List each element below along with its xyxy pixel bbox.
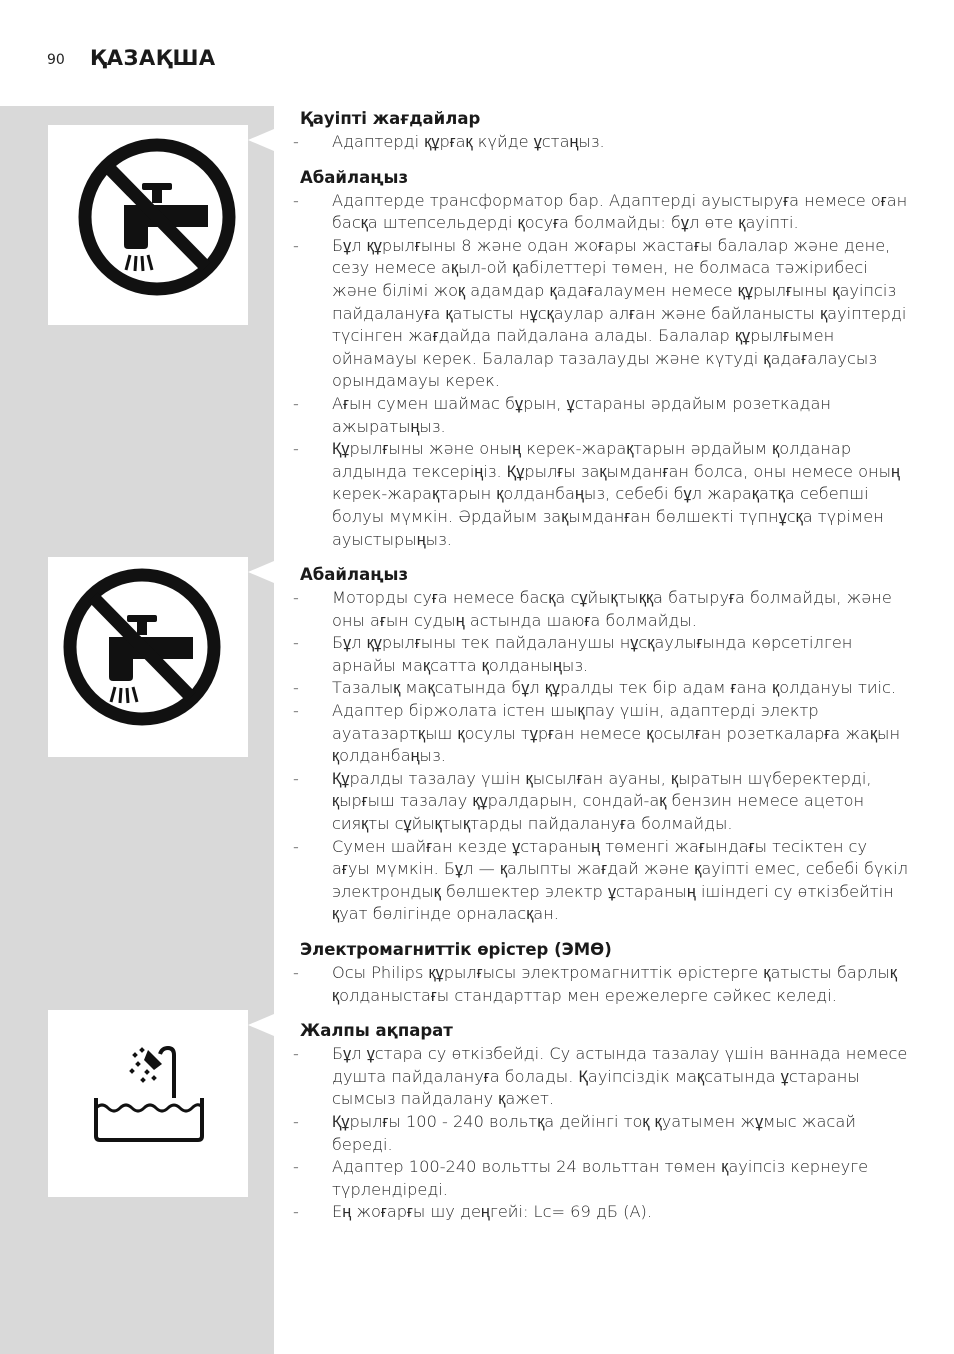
- page-number: 90: [47, 52, 65, 68]
- no-water-tap-icon: [48, 125, 248, 325]
- list-item: - Бұл ұстара су өткізбейді. Су астында тазалау үшін ваннада немесе душта пайдалануға болады. Қауіпсіздік мақсатында ұстараны сымсыз пайдалану қажет.: [293, 1044, 908, 1109]
- list-item: - Сумен шайған кезде ұстараның төменгі жағындағы тесіктен су ағуы мүмкін. Бұл — қалыпты жағдай және қауіпті емес, себебі бүкіл электрондық бөлшектер электр ұстараның ішіндегі су өткізбейтін қуат бөлігінде орналасқан.: [293, 836, 908, 924]
- item-list: [290, 587, 908, 926]
- item-list: [290, 131, 908, 154]
- list-item: - Құралды тазалау үшін қысылған ауаны, қыратын шүберектерді, қырғыш тазалау құралдарын, сондай-ақ бензин немесе ацетон сияқты сұйықтықтарды пайдалануға болмайды.: [293, 768, 872, 834]
- list-item: - Құрылғы 100 - 240 вольтқа дейінгі тоқ қуатымен жұмыс жасай береді.: [293, 1111, 856, 1154]
- section-caution-1: [290, 166, 908, 552]
- icon-box-caution: [48, 557, 248, 757]
- list-item: - Ең жоғарғы шу деңгейі: Lc= 69 дБ (A).: [293, 1202, 652, 1222]
- no-water-tap-icon: [48, 557, 248, 757]
- shower-bath-icon: [48, 1010, 248, 1197]
- list-item: - Бұл құрылғыны 8 және одан жоғары жастағы балалар және дене, сезу немесе ақыл-ой қабілеттері төмен, не болмаса тәжірибесі және білімі жоқ адамдар қадағалаумен немесе құрылғыны қауіпсіз пайдалануға қатысты нұсқаулар алған және байланысты қауіптерді түсінген жағдайда пайдалана алады. Балалар құрылғымен ойнамауы керек. Балалар тазалауды және күтуді қадағалаусыз орындамауы керек.: [293, 235, 907, 391]
- list-item: - Құрылғыны және оның керек-жарақтарын әрдайым қолданар алдында тексеріңіз. Құрылғы зақымданған болса, оны немесе оның керек-жарақтарын қолданбаңыз, себебі бұл жарақатқа себепші болуы мүмкін. Әрдайым зақымданған бөлшекті түпнұсқа түрімен ауыстырыңыз.: [293, 439, 900, 549]
- icon-box-hazard: [48, 125, 248, 325]
- list-item: - Адаптерді құрғақ күйде ұстаңыз.: [293, 132, 605, 151]
- section-title: Қауіпті жағдайлар: [300, 109, 481, 128]
- item-list: [290, 962, 908, 1007]
- section-emf: [290, 938, 908, 1007]
- content-column: [290, 106, 908, 1224]
- section-title: Жалпы ақпарат: [300, 1021, 453, 1041]
- section-title: Абайлаңыз: [300, 167, 409, 187]
- page-language-heading: ҚАЗАҚША: [90, 46, 216, 70]
- list-item: - Адаптерде трансформатор бар. Адаптерді ауыстыруға немесе оған басқа штепсельдерді қосуға болмайды: бұл өте қауіпті.: [293, 190, 908, 233]
- list-item: - Ағын сумен шаймас бұрын, ұстараны әрдайым розеткадан ажыратыңыз.: [293, 393, 831, 436]
- list-item: - Моторды суға немесе басқа сұйықтыққа батыруға болмайды, және оны ағын судың астында шаюға болмайды.: [293, 588, 892, 630]
- item-list: [290, 1043, 908, 1224]
- section-general: [290, 1019, 908, 1224]
- section-title: Абайлаңыз: [300, 565, 409, 585]
- section-hazard: [290, 106, 908, 154]
- item-list: [290, 190, 908, 552]
- icon-box-general: [48, 1010, 248, 1197]
- list-item: - Бұл құрылғыны тек пайдаланушы нұсқаулығында көрсетілген арнайы мақсатта қолданыңыз.: [293, 633, 853, 675]
- list-item: - Адаптер 100-240 вольтты 24 вольттан төмен қауіпсіз кернеуге түрлендіреді.: [293, 1157, 869, 1199]
- list-item: - Тазалық мақсатында бұл құралды тек бір адам ғана қолдануы тиіс.: [293, 678, 897, 698]
- section-title: Электромагниттік өрістер (ЭМӨ): [300, 940, 612, 959]
- section-caution-2: [290, 563, 908, 926]
- list-item: - Осы Philips құрылғысы электромагниттік өрістерге қатысты барлық қолданыстағы стандарттар мен ережелерге сәйкес келеді.: [293, 963, 897, 1005]
- list-item: - Адаптер біржолата істен шықпау үшін, адаптерді электр ауатазартқыш қосулы тұрған немесе қосылған розеткаларға жақын қолданбаңыз.: [293, 701, 901, 766]
